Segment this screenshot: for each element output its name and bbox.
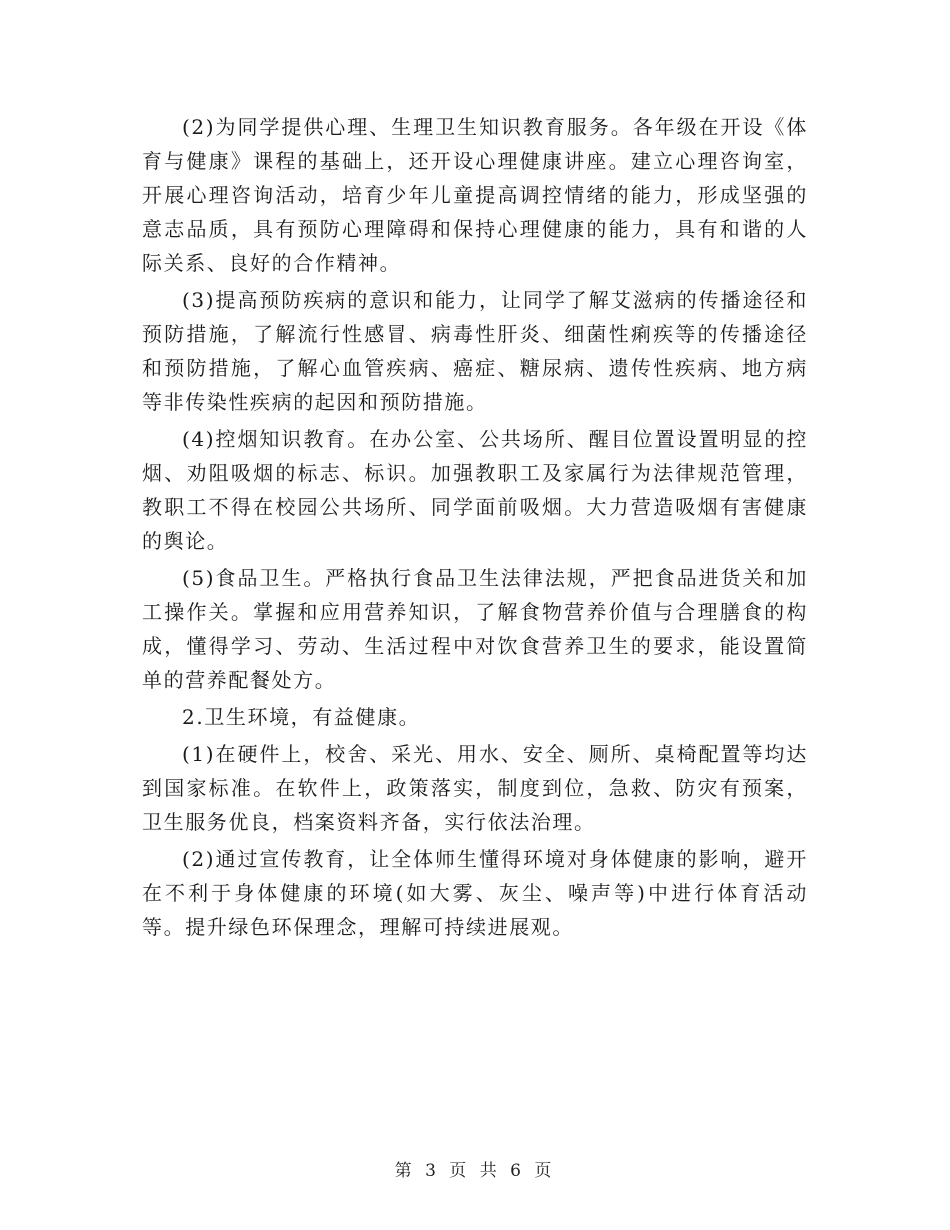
paragraph-smoking-control: (4)控烟知识教育。在办公室、公共场所、醒目位置设置明显的控烟、劝阻吸烟的标志、标识。加强教职工及家属行为法律规范管理，教职工不得在校园公共场所、同学面前吸烟。大力营造吸烟有害健康的舆论。 xyxy=(142,427,808,553)
document-body xyxy=(142,110,808,947)
paragraph-environment-education: (2)通过宣传教育，让全体师生懂得环境对身体健康的影响，避开在不利于身体健康的环境(如大雾、灰尘、噪声等)中进行体育活动等。提升绿色环保理念，理解可持续进展观。 xyxy=(142,847,808,939)
paragraph-disease-prevention: (3)提高预防疾病的意识和能力，让同学了解艾滋病的传播途径和预防措施，了解流行性感冒、病毒性肝炎、细菌性痢疾等的传播途径和预防措施，了解心血管疾病、癌症、糖尿病、遗传性疾病、地方病等非传染性疾病的起因和预防措施。 xyxy=(142,288,808,414)
paragraph-food-hygiene: (5)食品卫生。严格执行食品卫生法律法规，严把食品进货关和加工操作关。掌握和应用营养知识，了解食物营养价值与合理膳食的构成，懂得学习、劳动、生活过程中对饮食营养卫生的要求，能设置简单的营养配餐处方。 xyxy=(142,566,808,692)
paragraph-psych-health: (2)为同学提供心理、生理卫生知识教育服务。各年级在开设《体育与健康》课程的基础上，还开设心理健康讲座。建立心理咨询室，开展心理咨询活动，培育少年儿童提高调控情绪的能力，形成坚强的意志品质，具有预防心理障碍和保持心理健康的能力，具有和谐的人际关系、良好的合作精神。 xyxy=(142,115,808,275)
page-number-footer: 第 3 页 共 6 页 xyxy=(394,1161,556,1181)
section-heading-environment: 2.卫生环境，有益健康。 xyxy=(182,705,421,729)
paragraph-hardware-software: (1)在硬件上，校舍、采光、用水、安全、厕所、桌椅配置等均达到国家标准。在软件上，政策落实，制度到位，急救、防灾有预案，卫生服务优良，档案资料齐备，实行依法治理。 xyxy=(142,742,808,834)
